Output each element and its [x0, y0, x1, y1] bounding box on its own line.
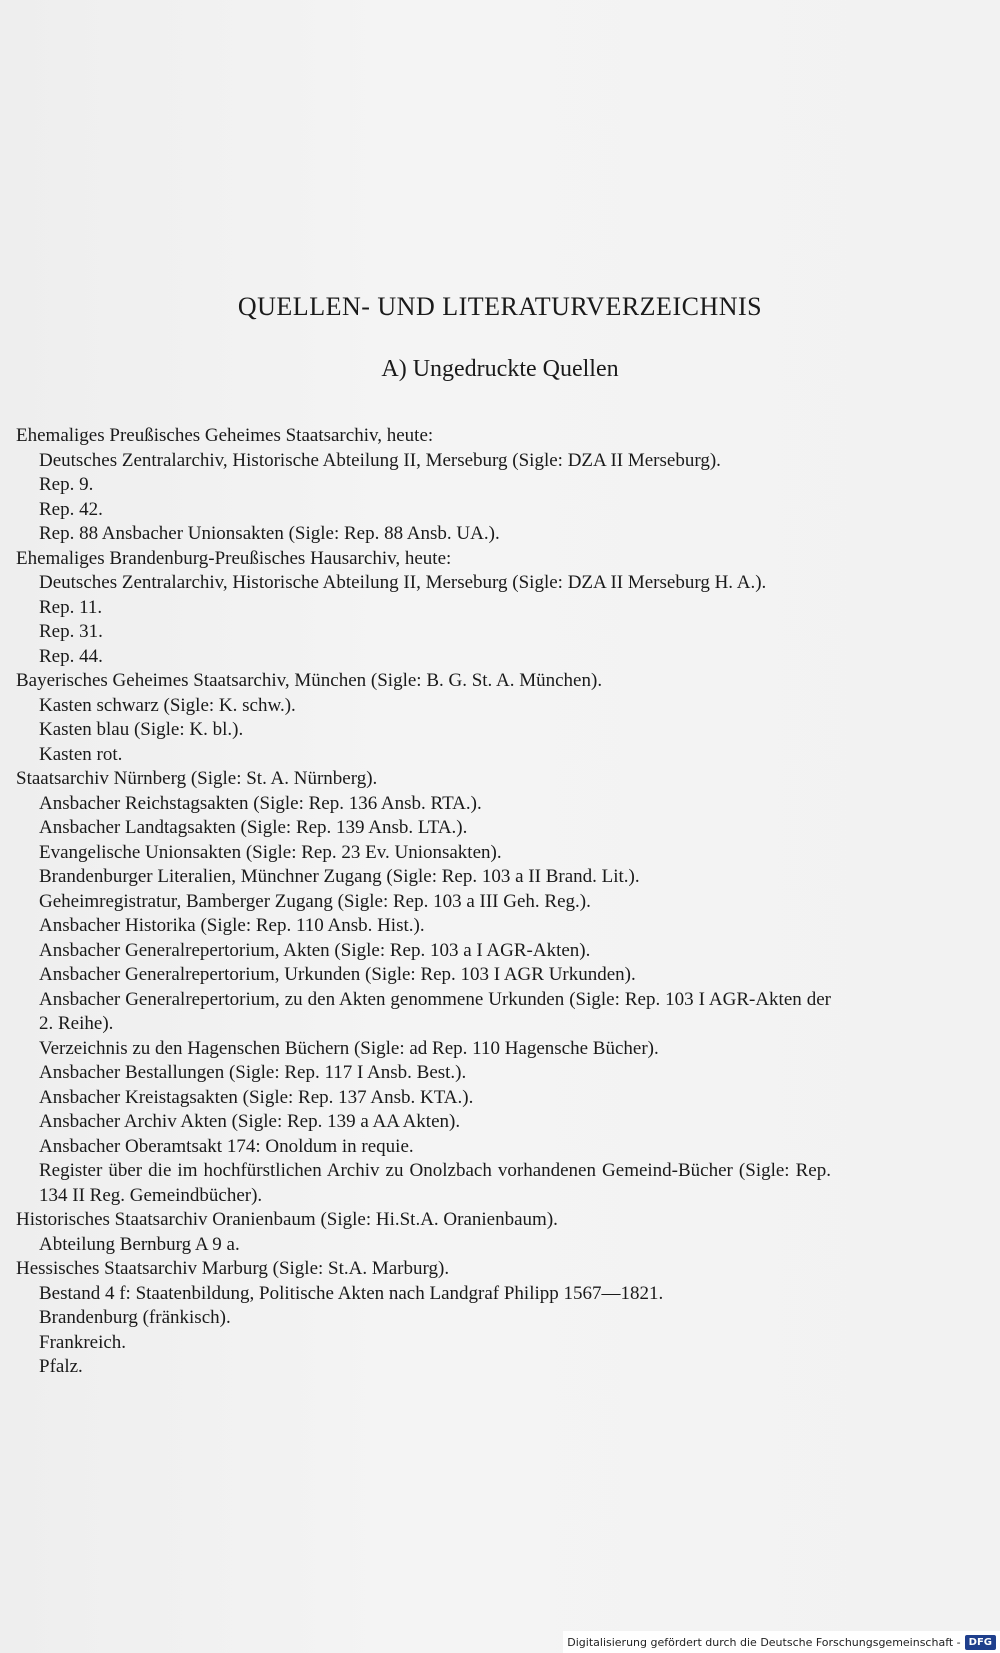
archive-subentry: Ansbacher Kreistagsakten (Sigle: Rep. 137 Ansb. KTA.).: [39, 1086, 474, 1108]
archive-heading: Ehemaliges Preußisches Geheimes Staatsarchiv, heute:: [16, 425, 434, 446]
archive-subentry: Ansbacher Archiv Akten (Sigle: Rep. 139 a AA Akten).: [39, 1111, 461, 1132]
archive-subentry: Brandenburg (fränkisch).: [39, 1307, 231, 1328]
archive-entry: [16, 1208, 831, 1257]
archive-entry: [16, 767, 831, 1208]
digitization-credit: [563, 1631, 1000, 1653]
archive-entry: [16, 547, 831, 670]
archive-subentry: Brandenburger Literalien, Münchner Zugang (Sigle: Rep. 103 a II Brand. Lit.).: [39, 866, 640, 887]
dfg-logo: DFG: [965, 1635, 996, 1650]
archive-heading: Hessisches Staatsarchiv Marburg (Sigle: St.A. Marburg).: [16, 1258, 450, 1279]
archive-subentry: Ansbacher Historika (Sigle: Rep. 110 Ansb. Hist.).: [39, 915, 425, 936]
archive-subentry: Evangelische Unionsakten (Sigle: Rep. 23 Ev. Unionsakten).: [39, 841, 502, 863]
archive-subentry: Abteilung Bernburg A 9 a.: [39, 1233, 240, 1255]
archive-subentry: Ansbacher Generalrepertorium, Urkunden (Sigle: Rep. 103 I AGR Urkunden).: [39, 964, 636, 985]
archive-heading: Historisches Staatsarchiv Oranienbaum (Sigle: Hi.St.A. Oranienbaum).: [16, 1209, 558, 1230]
archive-subentry: Kasten schwarz (Sigle: K. schw.).: [39, 694, 296, 716]
archive-subentry: Geheimregistratur, Bamberger Zugang (Sigle: Rep. 103 a III Geh. Reg.).: [39, 890, 591, 912]
archive-subentry: Rep. 88 Ansbacher Unionsakten (Sigle: Rep. 88 Ansb. UA.).: [39, 523, 500, 544]
archive-subentry: Ansbacher Oberamtsakt 174: Onoldum in requie.: [39, 1135, 414, 1157]
archive-subentry: Kasten blau (Sigle: K. bl.).: [39, 719, 244, 740]
archive-subentry: Rep. 11.: [39, 596, 103, 618]
source-list: [16, 424, 831, 1380]
archive-entry: [16, 1257, 831, 1380]
archive-subentry: Verzeichnis zu den Hagenschen Büchern (Sigle: ad Rep. 110 Hagensche Bücher).: [39, 1037, 659, 1059]
archive-subentry: Rep. 31.: [39, 621, 103, 642]
bleed-through-text: [30, 70, 980, 94]
archive-subentry: Ansbacher Generalrepertorium, Akten (Sigle: Rep. 103 a I AGR-Akten).: [39, 939, 591, 961]
archive-subentry: Ansbacher Landtagsakten (Sigle: Rep. 139 Ansb. LTA.).: [39, 817, 468, 838]
archive-heading: Bayerisches Geheimes Staatsarchiv, München (Sigle: B. G. St. A. München).: [16, 670, 603, 691]
archive-heading: Staatsarchiv Nürnberg (Sigle: St. A. Nürnberg).: [16, 768, 378, 789]
archive-entry: [16, 669, 831, 767]
archive-subentry: Ansbacher Reichstagsakten (Sigle: Rep. 136 Ansb. RTA.).: [39, 792, 482, 814]
credit-text: Digitalisierung gefördert durch die Deutsche Forschungsgemeinschaft -: [567, 1635, 961, 1649]
page-title: QUELLEN- UND LITERATURVERZEICHNIS: [237, 292, 763, 321]
archive-subentry: Ansbacher Generalrepertorium, zu den Akten genommene Urkunden (Sigle: Rep. 103 I AGR-Akten der 2. Reihe).: [39, 988, 831, 1034]
archive-subentry: Ansbacher Bestallungen (Sigle: Rep. 117 I Ansb. Best.).: [39, 1062, 467, 1083]
archive-subentry: Bestand 4 f: Staatenbildung, Politische Akten nach Landgraf Philipp 1567—1821.: [39, 1282, 664, 1304]
archive-subentry: Register über die im hochfürstlichen Archiv zu Onolzbach vorhandenen Gemeind-Bücher (Sigle: Rep. 134 II Reg. Gemeindbücher).: [39, 1160, 831, 1206]
archive-subentry: Frankreich.: [39, 1331, 127, 1353]
archive-subentry: Pfalz.: [39, 1356, 83, 1377]
archive-subentry: Rep. 9.: [39, 474, 94, 495]
section-heading: A) Ungedruckte Quellen: [381, 356, 619, 382]
archive-subentry: Deutsches Zentralarchiv, Historische Abteilung II, Merseburg (Sigle: DZA II Merseburg).: [39, 449, 721, 471]
archive-entry: [16, 424, 831, 547]
archive-subentry: Kasten rot.: [39, 743, 123, 765]
archive-heading: Ehemaliges Brandenburg-Preußisches Hausarchiv, heute:: [16, 547, 452, 569]
archive-subentry: Deutsches Zentralarchiv, Historische Abteilung II, Merseburg (Sigle: DZA II Merseburg H. A.).: [39, 572, 767, 593]
archive-subentry: Rep. 44.: [39, 645, 103, 667]
archive-subentry: Rep. 42.: [39, 498, 103, 520]
